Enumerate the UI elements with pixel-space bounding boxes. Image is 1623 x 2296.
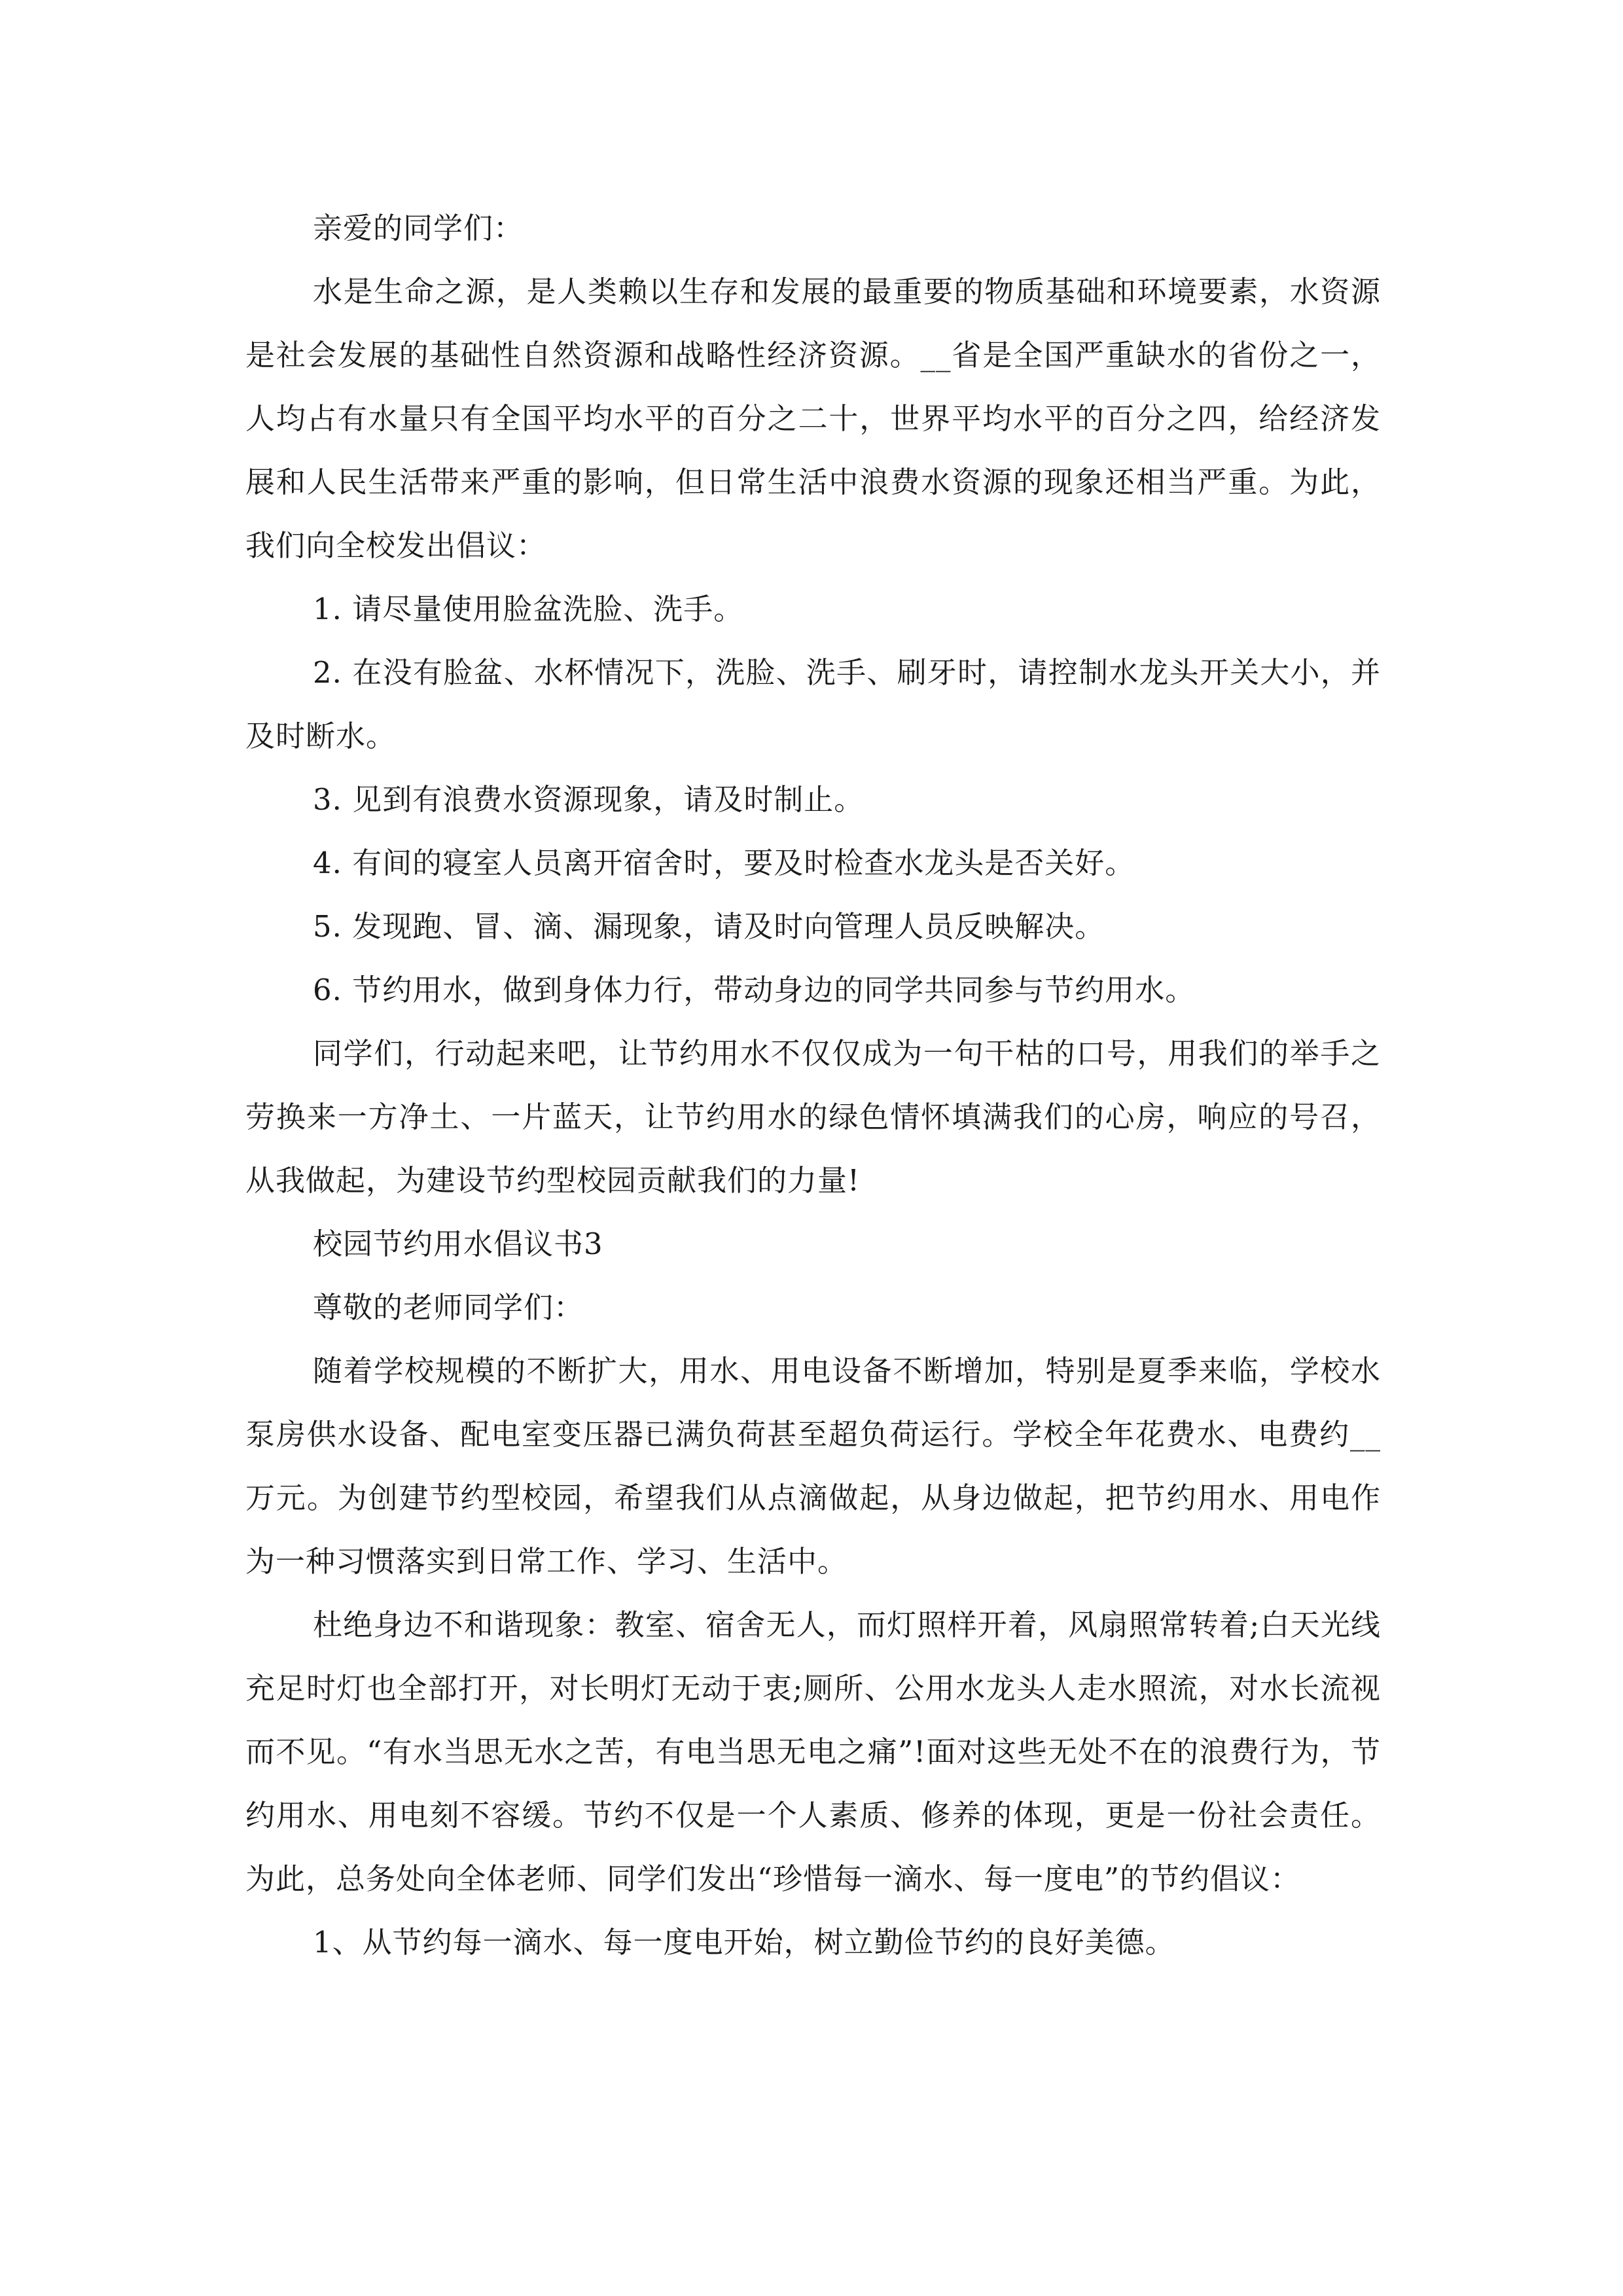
document-body xyxy=(245,196,1381,1974)
list-item-3: 3. 见到有浪费水资源现象，请及时制止。 xyxy=(313,782,865,817)
list-item-5: 5. 发现跑、冒、滴、漏现象，请及时向管理人员反映解决。 xyxy=(313,909,1105,944)
list-item-4: 4. 有间的寝室人员离开宿舍时，要及时检查水龙头是否关好。 xyxy=(313,846,1135,880)
list-item-1b: 1、从节约每一滴水、每一度电开始，树立勤俭节约的良好美德。 xyxy=(313,1925,1175,1960)
salutation-students: 亲爱的同学们： xyxy=(313,211,524,245)
paragraph-school-expansion: 随着学校规模的不断扩大，用水、用电设备不断增加，特别是夏季来临，学校水泵房供水设备、配电室变压器已满负荷甚至超负荷运行。学校全年花费水、电费约__万元。为创建节约型校园，希望我们从点滴做起，从身边做起，把节约用水、用电作为一种习惯落实到日常工作、学习、生活中。 xyxy=(245,1354,1381,1579)
section-title-3: 校园节约用水倡议书3 xyxy=(313,1227,603,1261)
paragraph-water-source: 水是生命之源，是人类赖以生存和发展的最重要的物质基础和环境要素，水资源是社会发展的基础性自然资源和战略性经济资源。__省是全国严重缺水的省份之一，人均占有水量只有全国平均水平的百分之二十，世界平均水平的百分之四，给经济发展和人民生活带来严重的影响，但日常生活中浪费水资源的现象还相当严重。为此，我们向全校发出倡议： xyxy=(245,274,1381,563)
list-item-2: 2. 在没有脸盆、水杯情况下，洗脸、洗手、刷牙时，请控制水龙头开关大小，并及时断水。 xyxy=(245,655,1381,753)
list-item-6: 6. 节约用水，做到身体力行，带动身边的同学共同参与节约用水。 xyxy=(313,973,1196,1007)
paragraph-waste-phenomena: 杜绝身边不和谐现象：教室、宿舍无人，而灯照样开着，风扇照常转着;白天光线充足时灯也全部打开，对长明灯无动于衷;厕所、公用水龙头人走水照流，对水长流视而不见。“有水当思无水之苦，有电当思无电之痛”!面对这些无处不在的浪费行为，节约用水、用电刻不容缓。节约不仅是一个人素质、修养的体现，更是一份社会责任。为此，总务处向全体老师、同学们发出“珍惜每一滴水、每一度电”的节约倡议： xyxy=(245,1607,1381,1896)
list-item-1: 1. 请尽量使用脸盆洗脸、洗手。 xyxy=(313,592,744,626)
salutation-teachers-students: 尊敬的老师同学们： xyxy=(313,1290,584,1325)
paragraph-call-to-action: 同学们，行动起来吧，让节约用水不仅仅成为一句干枯的口号，用我们的举手之劳换来一方净土、一片蓝天，让节约用水的绿色情怀填满我们的心房，响应的号召，从我做起，为建设节约型校园贡献我们的力量! xyxy=(245,1036,1381,1198)
